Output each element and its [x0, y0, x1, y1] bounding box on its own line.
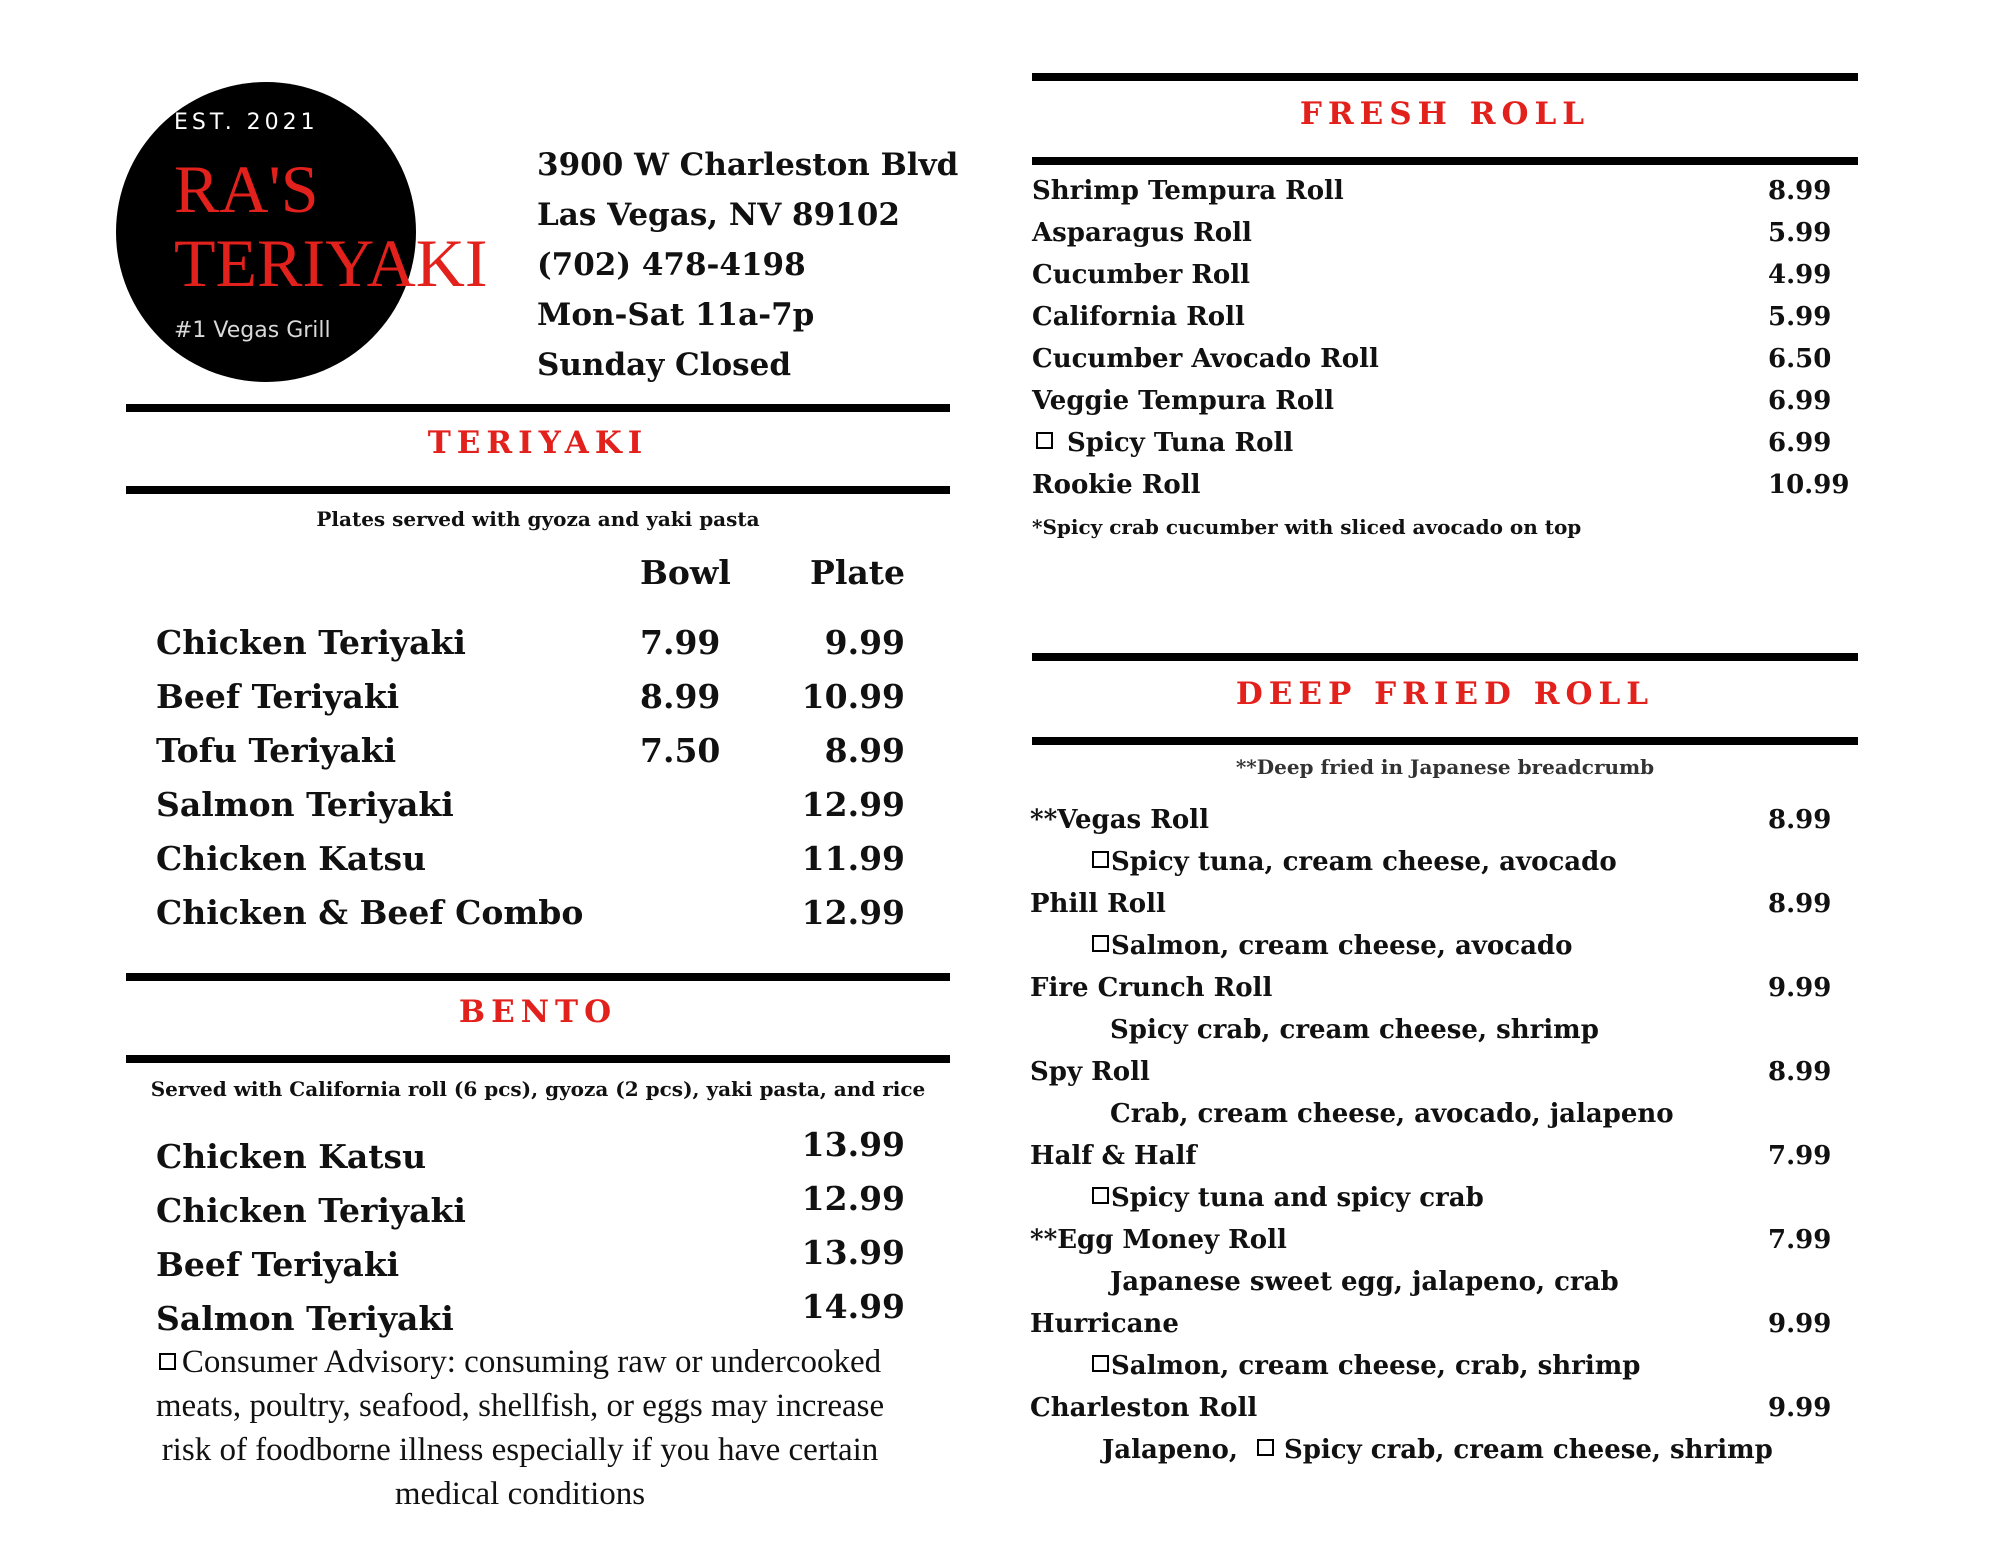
col-header-plate: Plate — [810, 553, 905, 592]
logo-name-line2: TERIYAKI — [174, 225, 488, 301]
divider — [1032, 157, 1858, 165]
fresh-item-name: Rookie Roll — [1032, 470, 1201, 500]
fresh-item-name — [1036, 428, 1293, 458]
hours: Mon-Sat 11a-7p — [537, 297, 815, 333]
address-line2: Las Vegas, NV 89102 — [537, 197, 900, 233]
teriyaki-item-plate: 10.99 — [801, 677, 905, 716]
teriyaki-item-bowl: 7.50 — [640, 731, 721, 770]
teriyaki-item-name: Chicken Teriyaki — [156, 623, 466, 662]
fresh-item-name: California Roll — [1032, 302, 1245, 332]
fresh-item-label: Spicy Tuna Roll — [1067, 428, 1294, 458]
bento-item-price: 12.99 — [801, 1179, 905, 1218]
checkbox-square-icon — [1036, 432, 1053, 449]
teriyaki-item-bowl: 7.99 — [640, 623, 721, 662]
teriyaki-item-plate: 11.99 — [801, 839, 905, 878]
teriyaki-note: Plates served with gyoza and yaki pasta — [316, 507, 760, 531]
closed-day: Sunday Closed — [537, 347, 792, 383]
divider — [126, 404, 950, 412]
deep-item-desc — [1102, 1435, 1773, 1465]
deep-item-desc: Japanese sweet egg, jalapeno, crab — [1110, 1267, 1619, 1297]
deep-item-price: 8.99 — [1768, 889, 1832, 919]
teriyaki-item-name: Beef Teriyaki — [156, 677, 400, 716]
bento-item-name: Chicken Katsu — [156, 1137, 427, 1176]
teriyaki-item-name: Chicken & Beef Combo — [156, 893, 584, 932]
deep-item-price: 9.99 — [1768, 1309, 1832, 1339]
deep-item-desc-text: Spicy tuna and spicy crab — [1111, 1183, 1484, 1213]
bento-note: Served with California roll (6 pcs), gyoza (2 pcs), yaki pasta, and rice — [150, 1077, 926, 1101]
teriyaki-item-plate: 12.99 — [801, 893, 905, 932]
divider — [126, 1055, 950, 1063]
fresh-item-name: Veggie Tempura Roll — [1032, 386, 1334, 416]
bento-item-name: Salmon Teriyaki — [156, 1299, 454, 1338]
teriyaki-item-bowl: 8.99 — [640, 677, 721, 716]
section-title-deep-fried-roll: DEEP FRIED ROLL — [1235, 676, 1655, 712]
phone: (702) 478-4198 — [537, 247, 806, 283]
teriyaki-item-plate: 9.99 — [824, 623, 905, 662]
deep-item-name: Half & Half — [1030, 1141, 1197, 1171]
deep-item-desc — [1092, 1183, 1484, 1213]
col-header-bowl: Bowl — [640, 553, 731, 592]
consumer-advisory — [140, 1340, 900, 1516]
deep-item-name: Hurricane — [1030, 1309, 1179, 1339]
logo-est: EST. 2021 — [174, 110, 319, 135]
deep-item-name: Fire Crunch Roll — [1030, 973, 1273, 1003]
divider — [126, 486, 950, 494]
deep-fried-note: **Deep fried in Japanese breadcrumb — [1235, 755, 1655, 779]
fresh-item-name: Cucumber Avocado Roll — [1032, 344, 1379, 374]
deep-item-name: Spy Roll — [1030, 1057, 1150, 1087]
section-title-bento: BENTO — [458, 994, 618, 1030]
deep-item-price: 7.99 — [1768, 1225, 1832, 1255]
deep-item-name: **Egg Money Roll — [1030, 1225, 1287, 1255]
bento-item-name: Chicken Teriyaki — [156, 1191, 466, 1230]
deep-item-desc-text: Salmon, cream cheese, avocado — [1111, 931, 1573, 961]
deep-item-price: 9.99 — [1768, 1393, 1832, 1423]
fresh-item-price: 6.50 — [1768, 344, 1832, 374]
deep-item-price: 7.99 — [1768, 1141, 1832, 1171]
deep-item-desc: Crab, cream cheese, avocado, jalapeno — [1110, 1099, 1674, 1129]
address-line1: 3900 W Charleston Blvd — [537, 147, 959, 183]
fresh-item-price: 6.99 — [1768, 386, 1832, 416]
fresh-item-price: 4.99 — [1768, 260, 1832, 290]
deep-item-price: 9.99 — [1768, 973, 1832, 1003]
deep-item-desc — [1092, 1351, 1640, 1381]
fresh-item-price: 8.99 — [1768, 176, 1832, 206]
deep-item-desc-prefix: Jalapeno, — [1102, 1435, 1238, 1465]
fresh-item-price: 5.99 — [1768, 302, 1832, 332]
fresh-item-price: 6.99 — [1768, 428, 1832, 458]
checkbox-square-icon — [1257, 1439, 1274, 1456]
divider — [1032, 73, 1858, 81]
deep-item-desc-text: Spicy crab, cream cheese, shrimp — [1283, 1435, 1773, 1465]
checkbox-square-icon — [1092, 851, 1109, 868]
checkbox-square-icon — [1092, 1187, 1109, 1204]
teriyaki-item-name: Chicken Katsu — [156, 839, 427, 878]
fresh-footnote: *Spicy crab cucumber with sliced avocado on top — [1032, 515, 1582, 539]
teriyaki-item-plate: 12.99 — [801, 785, 905, 824]
section-title-teriyaki: TERIYAKI — [427, 425, 649, 461]
divider — [1032, 737, 1858, 745]
deep-item-price: 8.99 — [1768, 1057, 1832, 1087]
divider — [126, 973, 950, 981]
fresh-item-price: 10.99 — [1768, 470, 1850, 500]
advisory-text: Consumer Advisory: consuming raw or undercooked meats, poultry, seafood, shellfish, or eggs may increase risk of foodborne illness especially if you have certain medical conditions — [155, 1344, 885, 1512]
checkbox-square-icon — [1092, 935, 1109, 952]
bento-item-price: 13.99 — [801, 1233, 905, 1272]
restaurant-info — [537, 140, 958, 390]
deep-item-desc-text: Salmon, cream cheese, crab, shrimp — [1111, 1351, 1641, 1381]
bento-item-price: 14.99 — [801, 1287, 905, 1326]
logo-name-line1: RA'S — [174, 151, 319, 227]
deep-item-price: 8.99 — [1768, 805, 1832, 835]
bento-item-price: 13.99 — [801, 1125, 905, 1164]
teriyaki-item-plate: 8.99 — [824, 731, 905, 770]
teriyaki-item-name: Salmon Teriyaki — [156, 785, 454, 824]
fresh-item-name: Shrimp Tempura Roll — [1032, 176, 1344, 206]
section-title-fresh-roll: FRESH ROLL — [1299, 96, 1591, 132]
deep-item-desc-text: Spicy tuna, cream cheese, avocado — [1111, 847, 1617, 877]
fresh-item-price: 5.99 — [1768, 218, 1832, 248]
checkbox-square-icon — [1092, 1355, 1109, 1372]
divider — [1032, 653, 1858, 661]
teriyaki-item-name: Tofu Teriyaki — [156, 731, 397, 770]
deep-item-name: Charleston Roll — [1030, 1393, 1258, 1423]
deep-item-desc — [1092, 847, 1617, 877]
deep-item-name: Phill Roll — [1030, 889, 1166, 919]
fresh-item-name: Cucumber Roll — [1032, 260, 1251, 290]
bento-item-name: Beef Teriyaki — [156, 1245, 400, 1284]
fresh-item-name: Asparagus Roll — [1032, 218, 1252, 248]
deep-item-desc: Spicy crab, cream cheese, shrimp — [1110, 1015, 1599, 1045]
deep-item-name: **Vegas Roll — [1030, 805, 1209, 835]
checkbox-square-icon — [159, 1353, 176, 1370]
logo-tagline: #1 Vegas Grill — [174, 318, 331, 343]
deep-item-desc — [1092, 931, 1572, 961]
